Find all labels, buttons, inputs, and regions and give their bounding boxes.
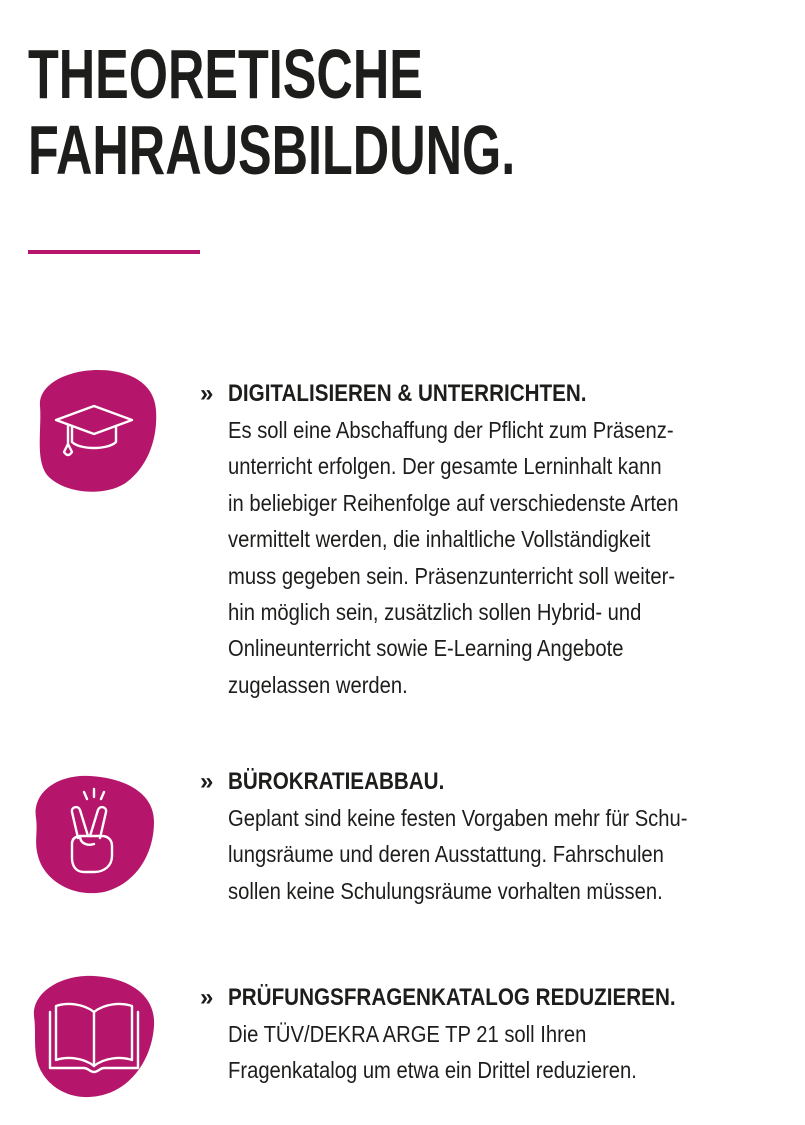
page-title [28, 36, 515, 188]
section-text [228, 376, 788, 703]
body-line: vermittelt werden, die inhaltliche Vollständigkeit [228, 526, 651, 553]
bullet-marker: » [200, 380, 214, 407]
section-text [228, 764, 788, 909]
body-line: sollen keine Schulungsräume vorhalten müssen. [228, 877, 663, 904]
body-line: muss gegeben sein. Präsenzunterricht soll weiter- [228, 562, 676, 589]
body-line: hin möglich sein, zusätzlich sollen Hybrid- und [228, 599, 642, 626]
body-line: Es soll eine Abschaffung der Pflicht zum Präsenz- [228, 417, 674, 443]
title-line-2: FAHRAUSBILDUNG. [28, 111, 516, 189]
bullet-marker: » [200, 984, 214, 1011]
body-line: zugelassen werden. [228, 671, 408, 698]
body-line: Fragenkatalog um etwa ein Drittel reduzieren. [228, 1057, 637, 1084]
open-book-icon [28, 972, 158, 1102]
body-line: lungsräume und deren Ausstattung. Fahrschulen [228, 841, 664, 868]
bullet-marker: » [200, 768, 214, 795]
section-heading: DIGITALISIEREN & UNTERRICHTEN. [228, 380, 587, 407]
title-underline [28, 250, 200, 254]
body-line: unterricht erfolgen. Der gesamte Lerninhalt kann [228, 453, 662, 480]
body-line: Die TÜV/DEKRA ARGE TP 21 soll Ihren [228, 1021, 587, 1047]
body-line: in beliebiger Reihenfolge auf verschiedenste Arten [228, 489, 679, 516]
victory-hand-icon [28, 766, 158, 896]
section-text [228, 980, 788, 1089]
body-line: Onlineunterricht sowie E-Learning Angebote [228, 635, 624, 662]
body-line: Geplant sind keine festen Vorgaben mehr für Schu- [228, 805, 688, 831]
section-heading: PRÜFUNGSFRAGENKATALOG REDUZIEREN. [228, 984, 676, 1011]
title-line-1: THEORETISCHE [28, 35, 423, 113]
graduation-cap-icon [28, 366, 158, 496]
section-heading: BÜROKRATIEABBAU. [228, 768, 445, 795]
